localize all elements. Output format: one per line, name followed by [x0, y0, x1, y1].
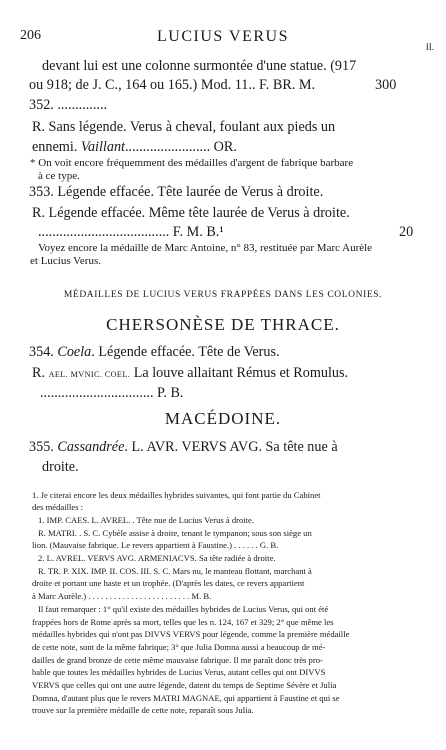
footnote-line: dailles de grand bronze de cette même mauvaise fabrique. Il me paraît donc très pro- — [32, 655, 323, 665]
footnote-line: 2. L. AVREL. VERVS AVG. ARMENIACVS. Sa tête radiée à droite. — [38, 553, 276, 563]
footnote-line: Domna, d'autant plus que le revers MATRI MAGNAE, qui appartient à Faustine et qui se — [32, 693, 340, 703]
note-line: Voyez encore la médaille de Marc Antoine, n° 83, restituée par Marc Aurèle — [38, 242, 373, 254]
footnote-line: des médailles : — [32, 502, 84, 512]
footnote-line: médailles hybrides qui n'ont pas DIVVS VERVS pour légende, comme la première médaille — [32, 629, 350, 639]
footnote-line: R. TR. P. XIX. IMP. II. COS. III. S. C. Mars nu, le manteau flottant, marchant à — [38, 566, 312, 576]
author-name: Vaillant — [80, 139, 125, 155]
text-run: ennemi. — [32, 139, 78, 155]
footnote-line: VERVS que celles qui ont une autre légende, datent du temps de Septime Sévère et Julia — [32, 680, 337, 690]
body-line: devant lui est une colonne surmontée d'une statue. (917 — [42, 58, 357, 74]
section-title: MÉDAILLES DE LUCIUS VERUS FRAPPÉES DANS LES COLONIES. — [63, 290, 383, 300]
reverse-line: R. Légende effacée. Même tête laurée de Verus à droite. — [32, 205, 350, 221]
entry-line — [29, 345, 280, 359]
body-line: ou 918; de J. C., 164 ou 165.) Mod. 11.. F. BR. M. — [29, 77, 316, 93]
region-heading: MACÉDOINE. — [164, 409, 282, 428]
reverse-line — [32, 140, 237, 154]
price-value: 20 — [399, 224, 414, 240]
entry-number: 355. — [29, 439, 54, 455]
footnote-line: R. MATRI. . S. C. Cybèle assise à droite, tenant le tympanon; sous son siège un — [38, 528, 312, 538]
reverse-line: R. Sans légende. Verus à cheval, foulant aux pieds un — [32, 119, 336, 135]
entry-line: 353. Légende effacée. Tête laurée de Verus à droite. — [29, 184, 324, 200]
running-header — [0, 28, 446, 52]
footnote-line: droite et portant une haste et un trophée. (D'après les dates, ce revers appartient — [32, 578, 305, 588]
note-line: et Lucius Verus. — [30, 255, 101, 267]
price-value: 300 — [375, 77, 397, 93]
city-name: Cassandrée — [57, 439, 125, 455]
running-title: LUCIUS VERUS — [157, 28, 289, 45]
text-run: La louve allaitant Rémus et Romulus. — [133, 365, 349, 381]
leader-line: ................................ P. B. — [40, 385, 184, 401]
footnote-line: frappées hors de Rome après sa mort, telles que les n. 124, 167 et 329; 2° que même les — [32, 617, 334, 627]
note-line: à ce type. — [38, 170, 80, 182]
reverse-line — [32, 366, 348, 380]
footnote-line: de cette note, sont de la même fabrique; 3° que Julia Domna aussi a beaucoup de mé- — [32, 642, 326, 652]
note-line: * On voit encore fréquemment des médailles d'argent de fabrique barbare — [30, 157, 354, 169]
footnote-line: Il faut remarquer : 1° qu'il existe des médailles hybrides de Lucius Verus, qui ont été — [38, 604, 329, 614]
entry-line — [29, 440, 338, 454]
text-run: ........................ OR. — [125, 139, 237, 155]
footnote-line: trouve sur la première médaille de cette note, reparaît sous Julia. — [32, 705, 254, 715]
footnote-line: 1. IMP. CAES. L. AVREL. . Tête nue de Lucius Verus à droite. — [38, 515, 255, 525]
entry-line: droite. — [42, 459, 79, 475]
leader-line: ..................................... F. M. B.¹ — [38, 224, 224, 240]
footnote-line: bable que toutes les médailles hybrides de Lucius Verus, autant celles qui ont DIVVS — [32, 667, 326, 677]
legend-text: AEL. MVNIC. COEL. — [48, 370, 131, 379]
entry-number: 354. — [29, 344, 54, 360]
reverse-mark: R. — [32, 365, 46, 381]
text-run: . Légende effacée. Tête de Verus. — [91, 344, 280, 360]
entry-number: 352. .............. — [29, 97, 108, 113]
footnote-line: lion. (Mauvaise fabrique. Le revers appartient à Faustine.) . . . . . . G. B. — [32, 540, 279, 550]
footnote-line: à Marc Aurèle.) . . . . . . . . . . . . . . . . . . . . . . . . M. B. — [32, 591, 212, 601]
signature-mark: II. — [425, 42, 434, 52]
page-number: 206 — [20, 28, 41, 43]
region-heading: CHERSONÈSE DE THRACE. — [106, 315, 340, 334]
text-run: . L. AVR. VERVS AVG. Sa tête nue à — [124, 439, 338, 455]
city-name: Coela — [57, 344, 92, 360]
footnote-line: 1. Je citerai encore les deux médailles hybrides suivantes, qui font partie du Cabinet — [32, 490, 321, 500]
